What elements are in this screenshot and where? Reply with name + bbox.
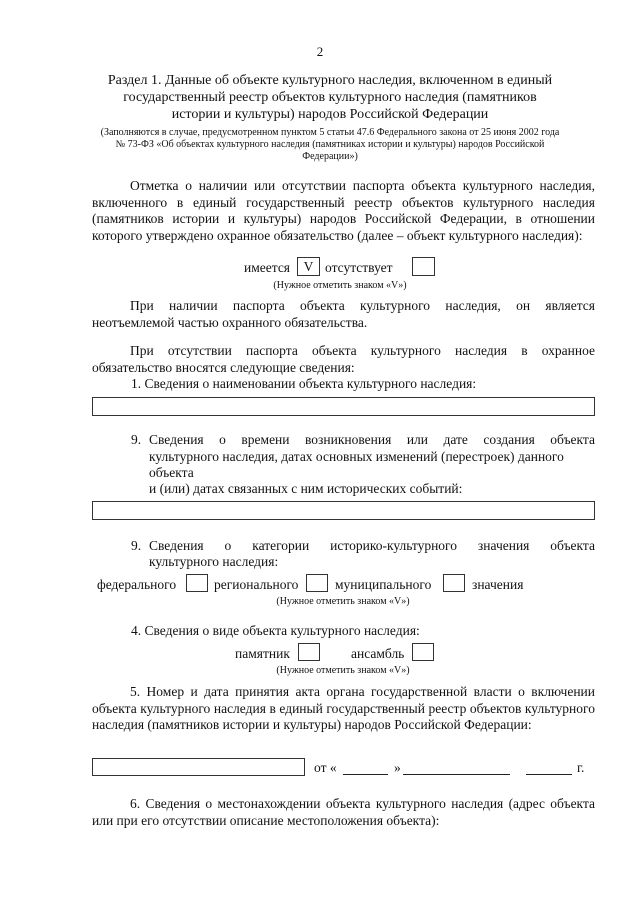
present-label: имеется [244,260,291,275]
section-title-line: государственный реестр объектов культурного наследия (памятников [123,90,537,105]
item2-line: Сведения о времени возникновения или дате создания объекта [149,432,595,447]
passport-paragraph: Отметка о наличии или отсутствии паспорта объекта культурного наследия, включенного в единый государственный реестр объектов культурного наследия (памятников истории и культуры) народов Российской Федерации, в отношении которого утверждено охранное обязательство (далее – объект культурного наследия): [92,178,595,243]
section-title-line: истории и культуры) народов Российской Федерации [171,107,489,122]
absent-checkbox[interactable] [412,257,435,276]
date-from-label: от « [314,760,337,775]
regional-checkbox[interactable] [306,574,328,592]
federal-label: федерального [97,577,177,592]
significance-label: значения [472,577,524,592]
section-note-line: (Заполняются в случае, предусмотренном пунктом 5 статьи 47.6 Федерального закона от 25 июня 2002 года [100,127,560,138]
absent-label: отсутствует [325,260,393,275]
item2-dates-field[interactable] [92,501,595,520]
passport-absent-paragraph: При отсутствии паспорта объекта культурного наследия в охранное обязательство вносятся следующие сведения: [92,343,595,375]
item3-number: 9. [131,538,142,553]
item2-line: культурного наследия, датах основных изменений (перестроек) данного [149,449,564,464]
monument-checkbox[interactable] [298,643,320,661]
regional-label: регионального [214,577,299,592]
section-note-line: № 73-ФЗ «Об объектах культурного наследия (памятниках истории и культуры) народов Российской [115,139,545,150]
section-title-line: Раздел 1. Данные об объекте культурного наследия, включенном в единый [107,73,553,88]
item3-hint: (Нужное отметить знаком «V») [276,596,410,607]
section-note-line: Федерации») [302,151,358,162]
ensemble-label: ансамбль [351,646,405,661]
passport-hint: (Нужное отметить знаком «V») [273,280,407,291]
page-number: 2 [316,44,324,59]
municipal-checkbox[interactable] [443,574,465,592]
year-suffix: г. [577,760,585,775]
item5-paragraph: 5. Номер и дата принятия акта органа государственной власти о включении объекта культурного наследия в единый государственный реестр объектов культурного наследия (памятников истории и культуры) народов Российской Федерации: [92,684,595,732]
municipal-label: муниципального [335,577,432,592]
ensemble-checkbox[interactable] [412,643,434,661]
item2-number: 9. [131,432,142,447]
item4-label: 4. Сведения о виде объекта культурного наследия: [131,623,420,638]
date-quote-close: » [394,760,401,775]
item6-paragraph: 6. Сведения о местонахождении объекта культурного наследия (адрес объекта или при его отсутствии описание местоположения объекта): [92,796,595,828]
item2-line: и (или) датах связанных с ним исторических событий: [149,481,463,496]
act-day-field[interactable] [343,774,388,775]
federal-checkbox[interactable] [186,574,208,592]
item2-line: объекта [149,465,194,480]
passport-present-paragraph: При наличии паспорта объекта культурного наследия, он является неотъемлемой частью охранного обязательства. [92,298,595,330]
act-number-field[interactable] [92,758,305,776]
item1-label: 1. Сведения о наименовании объекта культурного наследия: [131,376,477,391]
act-month-field[interactable] [403,774,510,775]
act-year-field[interactable] [526,774,572,775]
item3-line: культурного наследия: [149,554,279,569]
item3-line: Сведения о категории историко-культурного значения объекта [149,538,595,553]
item4-hint: (Нужное отметить знаком «V») [276,665,410,676]
present-checkbox[interactable]: V [297,257,320,276]
item1-name-field[interactable] [92,397,595,416]
monument-label: памятник [235,646,290,661]
